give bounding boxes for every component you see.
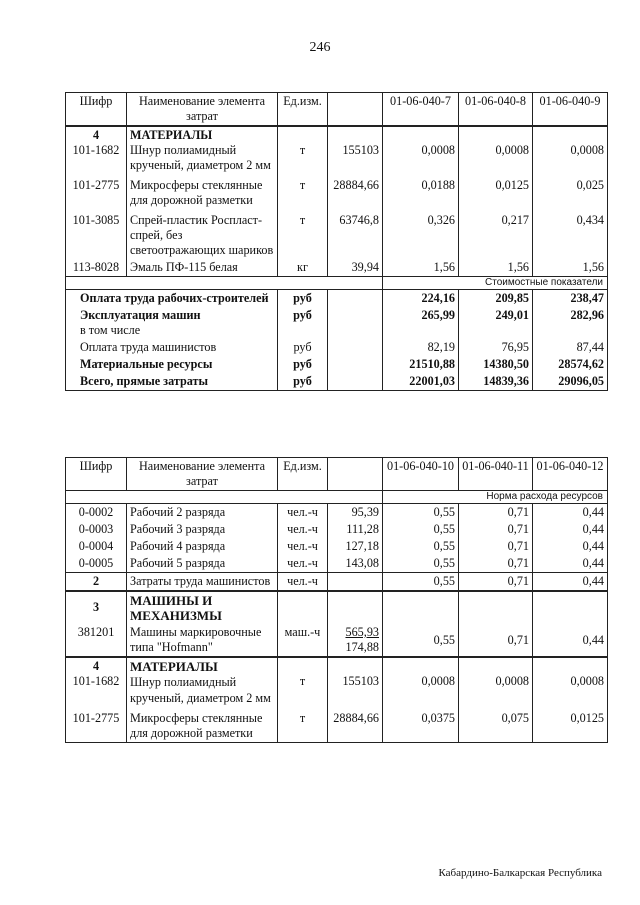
section-row: 4 101-1682 МАТЕРИАЛЫ Шнур полиамидный крученый, диаметром 2 мм т 155103 0,0008 0,0008 0,0008: [66, 657, 608, 707]
header-col3: 01-06-040-9: [533, 93, 608, 127]
table-row: 0-0002 Рабочий 2 разряда чел.-ч 95,39 0,55 0,71 0,44: [66, 504, 608, 522]
header-unit: Ед.изм.: [278, 93, 328, 127]
subheader-row: [66, 277, 608, 290]
summary-row: Материальные ресурсы руб 21510,88 14380,50 28574,62: [66, 356, 608, 373]
table-row: 0-0005 Рабочий 5 разряда чел.-ч 143,08 0,55 0,71 0,44: [66, 555, 608, 573]
row-v1: 0,0008: [383, 126, 459, 174]
labor-row: 2 Затраты труда машинистов чел.-ч 0,55 0,71 0,44: [66, 573, 608, 592]
table-header-row: [66, 93, 608, 127]
row-v3: 0,0008: [533, 126, 608, 174]
summary-row: Всего, прямые затраты руб 22001,03 14839,36 29096,05: [66, 373, 608, 391]
table-header-row: Шифр Наименование элемента затрат Ед.изм. 01-06-040-10 01-06-040-11 01-06-040-12: [66, 458, 608, 491]
cost-table-2: [65, 457, 608, 743]
table-row: 0-0003 Рабочий 3 разряда чел.-ч 111,28 0,55 0,71 0,44: [66, 521, 608, 538]
header-code: Шифр: [66, 93, 127, 127]
row-unit: т: [278, 126, 328, 174]
section-title: МАТЕРИАЛЫ Шнур полиамидный крученый, диаметром 2 мм: [127, 126, 278, 174]
page-number: 246: [309, 40, 331, 55]
table-row: 101-3085 Спрей-пластик Роспласт-спрей, без светоотражающих шариков т 63746,8 0,326 0,217 0,434: [66, 209, 608, 259]
subheader-label: Норма расхода ресурсов: [383, 491, 608, 504]
row-price: 155103: [328, 126, 383, 174]
machine-row: 381201 Машины маркировочные типа "Hofmann" маш.-ч 565,93 174,88 0,55 0,71 0,44: [66, 624, 608, 657]
section-row: [66, 126, 608, 174]
summary-row: Оплата труда машинистов руб 82,19 76,95 87,44: [66, 339, 608, 356]
table-row: 113-8028 Эмаль ПФ-115 белая кг 39,94 1,56 1,56 1,56: [66, 259, 608, 277]
section-code: 4 101-1682: [66, 126, 127, 174]
summary-row: Оплата труда рабочих-строителей руб 224,16 209,85 238,47: [66, 290, 608, 308]
row-v2: 0,0008: [459, 126, 533, 174]
table-row: 101-2775 Микросферы стеклянные для дорожной разметки т 28884,66 0,0375 0,075 0,0125: [66, 707, 608, 743]
section-row: 3 МАШИНЫ И МЕХАНИЗМЫ: [66, 591, 608, 624]
footer-region: Кабардино-Балкарская Республика: [438, 867, 602, 879]
subheader-label: Стоимостные показатели: [383, 277, 608, 290]
subheader-row: [66, 491, 608, 504]
summary-row: Эксплуатация машин в том числе руб 265,99 249,01 282,96: [66, 307, 608, 339]
cost-table-1: [65, 92, 608, 391]
header-col1: 01-06-040-7: [383, 93, 459, 127]
table-row: 0-0004 Рабочий 4 разряда чел.-ч 127,18 0,55 0,71 0,44: [66, 538, 608, 555]
header-name: Наименование элемента затрат: [127, 93, 278, 127]
header-col2: 01-06-040-8: [459, 93, 533, 127]
table-row: 101-2775 Микросферы стеклянные для дорожной разметки т 28884,66 0,0188 0,0125 0,025: [66, 174, 608, 209]
header-price: [328, 93, 383, 127]
